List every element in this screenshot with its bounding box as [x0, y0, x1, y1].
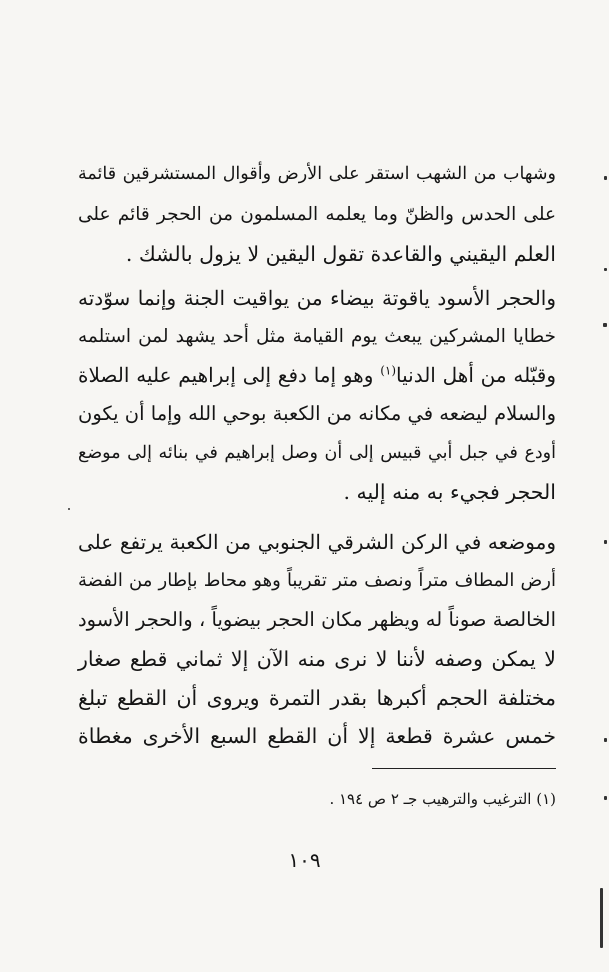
paragraph-2-line-1: والحجر الأسود ياقوتة بيضاء من يواقيت الجنة وإنما سوّدته	[78, 286, 556, 310]
footnote-text: (١) الترغيب والترهيب جـ ٢ ص ١٩٤ .	[329, 790, 556, 808]
paragraph-2-line-3-end: وهو إما دفع إلى إبراهيم عليه الصلاة	[78, 363, 374, 387]
page-number: ١٠٩	[288, 848, 321, 872]
paragraph-1-line-3: العلم اليقيني والقاعدة تقول اليقين لا يزول بالشك .	[125, 242, 556, 266]
paragraph-3-line-2: أرض المطاف متراً ونصف متر تقريباً وهو محاط بإطار من الفضة	[78, 570, 556, 591]
paragraph-3-line-3: الخالصة صوناً له ويظهر مكان الحجر بيضوياً ، والحجر الأسود	[78, 608, 556, 631]
scan-edge-line	[600, 888, 603, 948]
paragraph-3-line-4: لا يمكن وصفه لأننا لا نرى منه الآن إلا ثماني قطع صغار	[78, 647, 556, 671]
paragraph-3-line-1: وموضعه في الركن الشرقي الجنوبي من الكعبة يرتفع على	[78, 530, 556, 554]
scan-speck	[604, 540, 607, 544]
scan-speck	[603, 323, 607, 327]
paragraph-2-line-2: خطايا المشركين يبعث يوم القيامة مثل أحد يشهد لمن استلمه	[78, 326, 556, 347]
scan-speck	[68, 508, 70, 510]
paragraph-2-line-3	[78, 361, 556, 389]
paragraph-2-line-6: الحجر فجيء به منه إليه .	[343, 480, 556, 504]
paragraph-1-line-1: وشهاب من الشهب استقر على الأرض وأقوال المستشرقين قائمة	[78, 164, 556, 184]
scan-speck	[604, 176, 607, 180]
footnote-reference: (١)	[380, 363, 397, 378]
paragraph-2-line-4: والسلام ليضعه في مكانه من الكعبة بوحي الله وإما أن يكون	[78, 402, 556, 425]
paragraph-3-line-5: مختلفة الحجم أكبرها بقدر التمرة ويروى أن القطع تبلغ	[78, 686, 556, 710]
paragraph-3-line-6: خمس عشرة قطعة إلا أن القطع السبع الأخرى مغطاة	[78, 724, 556, 748]
paragraph-2-line-5: أودع في جبل أبي قبيس إلى أن وصل إبراهيم في بنائه إلى موضع	[78, 443, 556, 463]
paragraph-2-line-3-start: وقبّله من أهل الدنيا	[396, 363, 557, 387]
scan-speck	[604, 738, 607, 742]
footnote-divider	[372, 768, 556, 769]
paragraph-1-line-2: على الحدس والظنّ وما يعلمه المسلمون من الحجر قائم على	[78, 204, 556, 225]
scan-speck	[604, 268, 607, 271]
scan-speck	[604, 796, 607, 800]
